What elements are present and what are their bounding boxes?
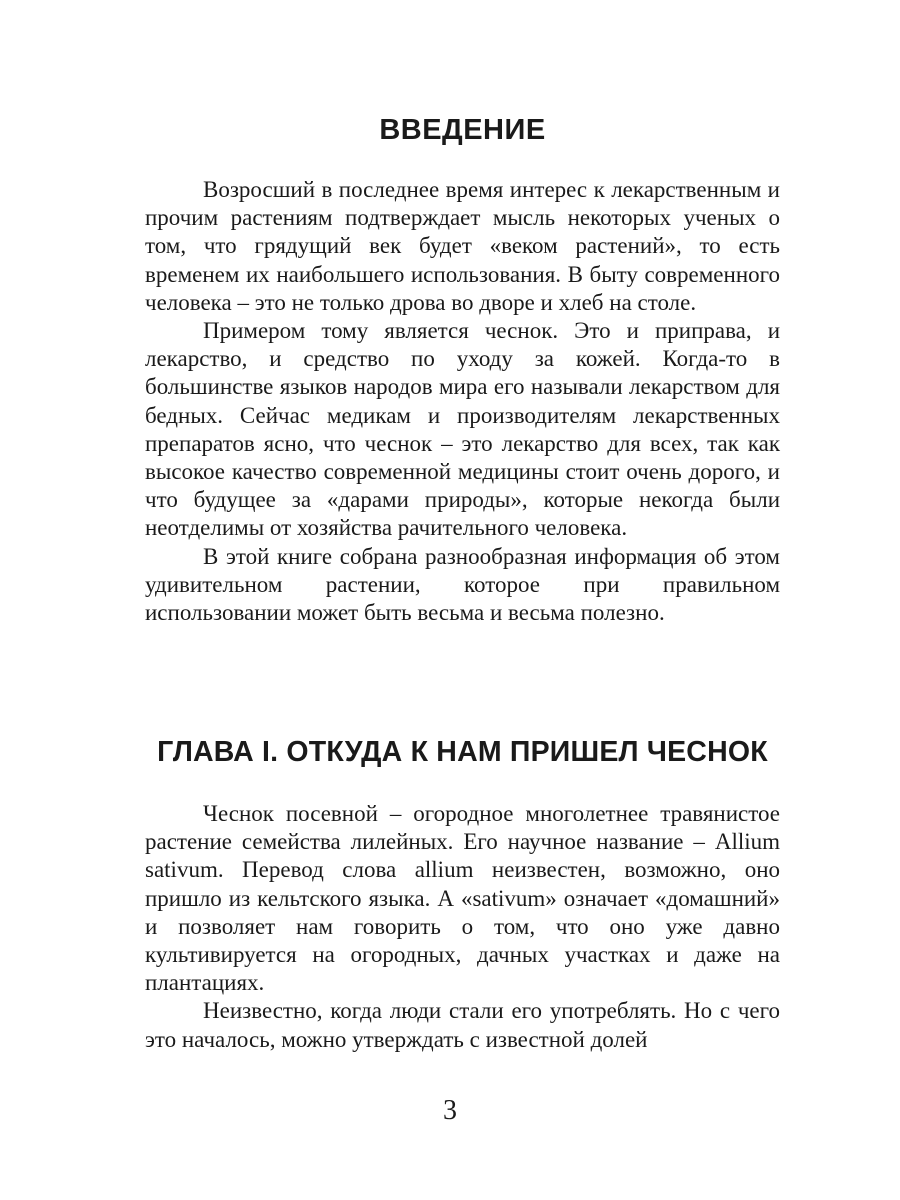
chapter-section [145, 800, 780, 1054]
intro-heading: ВВЕДЕНИЕ [379, 114, 546, 146]
page-number: 3 [443, 1095, 457, 1126]
intro-paragraph-3: В этой книге собрана разнообразная информация об этом удивительном растении, которое при правильном использовании может быть весьма и весьма полезно. [145, 543, 780, 626]
intro-paragraph-1: Возросший в последнее время интерес к лекарственным и прочим растениям подтверждает мысль некоторых ученых о том, что грядущий век будет «веком растений», то есть временем их наибольшего использования. В быту современного человека – это не только дрова во дворе и хлеб на столе. [145, 177, 780, 315]
chapter-heading: ГЛАВА I. ОТКУДА К НАМ ПРИШЕЛ ЧЕСНОК [157, 736, 768, 768]
intro-section [145, 176, 780, 627]
intro-paragraph-2: Примером тому является чеснок. Это и приправа, и лекарство, и средство по уходу за кожей. Когда-то в большинстве языков народов мира его называли лекарством для бедных. Сейчас медикам и производителям лекарственных препаратов ясно, что чеснок – это лекарство для всех, так как высокое качество современной медицины стоит очень дорого, и что будущее за «дарами природы», которые некогда были неотделимы от хозяйства рачительного человека. [145, 318, 780, 541]
chapter-paragraph-2: Неизвестно, когда люди стали его употреблять. Но с чего это началось, можно утверждать с известной долей [145, 998, 780, 1052]
chapter-paragraph-1: Чеснок посевной – огородное многолетнее травянистое растение семейства лилейных. Его научное название – Allium sativum. Перевод слова allium неизвестен, возможно, оно пришло из кельтского языка. А «sativum» означает «домашний» и позволяет нам говорить о том, что оно уже давно культивируется на огородных, дачных участках и даже на плантациях. [145, 801, 780, 996]
